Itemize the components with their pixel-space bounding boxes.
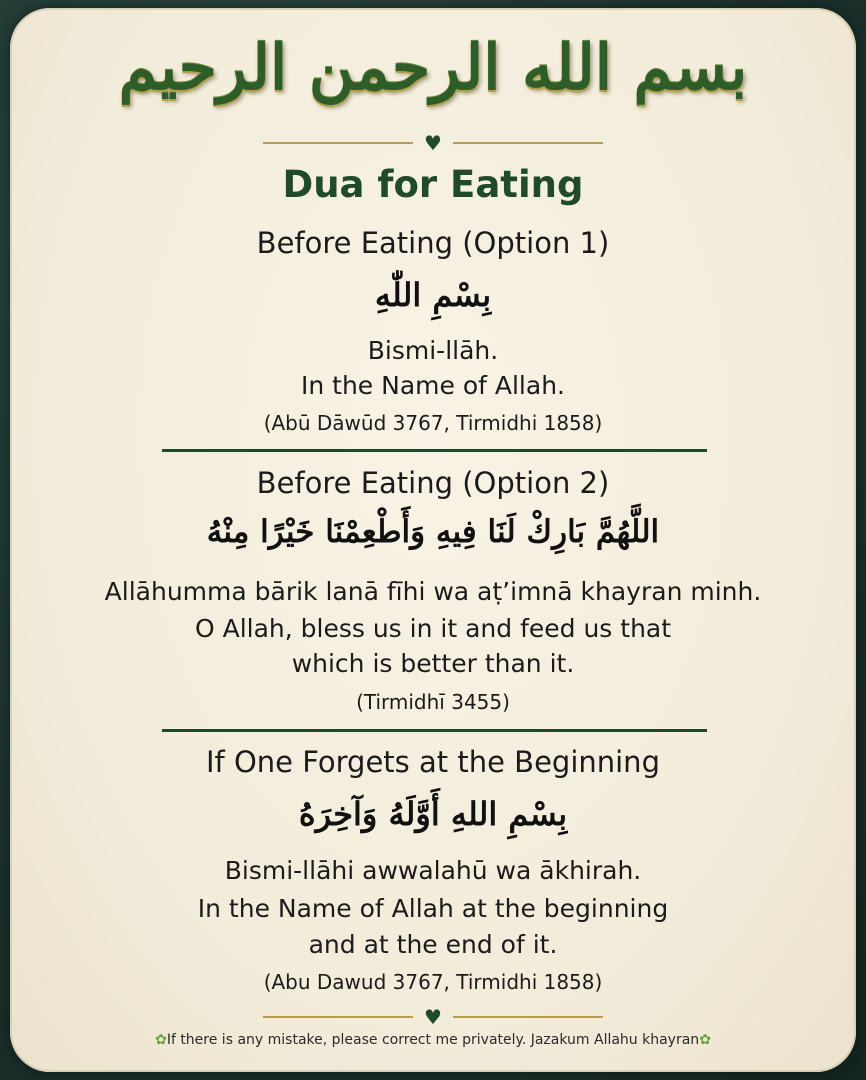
footer-note [0,1032,866,1048]
bottom-ornament-divider [263,1005,603,1029]
section-3-arabic: بِسْمِ اللهِ أَوَّلَهُ وَآخِرَهُ [298,795,568,833]
section-3-reference: (Abu Dawud 3767, Tirmidhi 1858) [263,970,603,994]
section-2-translation-line-2: which is better than it. [291,649,575,678]
section-2-arabic: اللَّهُمَّ بَارِكْ لَنَا فِيهِ وَأَطْعِمْنَا خَيْرًا مِنْهُ [206,514,660,550]
divider-line-left [263,142,413,144]
section-3-translation-line-1: In the Name of Allah at the beginning [197,894,669,923]
section-2-heading: Before Eating (Option 2) [256,466,610,500]
top-ornament-divider [263,131,603,155]
section-1-reference: (Abū Dāwūd 3767, Tirmidhi 1858) [263,411,603,435]
sprout-icon: ✿ [155,1032,167,1048]
section-3-transliteration: Bismi-llāhi awwalahū wa ākhirah. [224,856,642,885]
section-1-transliteration: Bismi-llāh. [367,336,499,365]
section-1-heading: Before Eating (Option 1) [256,226,610,260]
section-1-arabic: بِسْمِ اللّٰهِ [374,276,492,314]
divider-line-left [263,1016,413,1018]
section-2-translation-line-1: O Allah, bless us in it and feed us that [194,614,672,643]
sprout-icon: ✿ [699,1032,711,1048]
section-2-transliteration: Allāhumma bārik lanā fīhi wa aṭ’imnā khayran minh. [104,577,762,606]
heart-icon: ♥ [424,1005,442,1029]
section-separator [162,449,707,452]
bismillah-calligraphy: بسم الله الرحمن الرحيم [118,31,748,104]
section-separator [162,729,707,732]
section-2-reference: (Tirmidhī 3455) [356,690,510,714]
page-title: Dua for Eating [282,163,584,206]
section-3-translation-line-2: and at the end of it. [308,930,558,959]
section-3-heading: If One Forgets at the Beginning [206,745,660,779]
section-1-translation: In the Name of Allah. [301,371,565,400]
divider-line-right [453,1016,603,1018]
divider-line-right [453,142,603,144]
heart-icon: ♥ [424,131,442,155]
footer-note-text: If there is any mistake, please correct me privately. Jazakum Allahu khayran [166,1032,700,1048]
